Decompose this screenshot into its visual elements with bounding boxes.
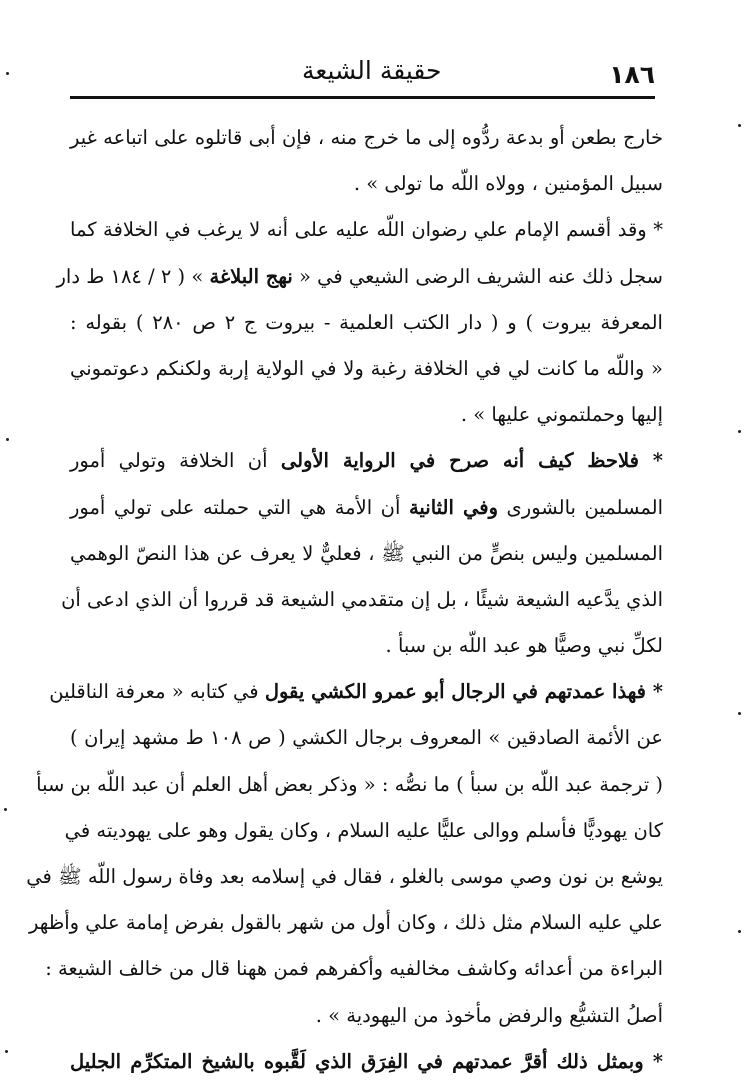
text-line xyxy=(70,993,663,1039)
margin-dot xyxy=(738,430,741,433)
text-line xyxy=(70,392,663,438)
text-line xyxy=(70,346,663,392)
margin-dot xyxy=(6,438,9,441)
text-line xyxy=(64,808,663,854)
text-segment: سجل ذلك عنه الشريف الرضى الشيعي في « xyxy=(292,264,663,288)
text-line xyxy=(36,762,663,808)
text-segment: لكلِّ نبي وصيًّا هو عبد اللّه بن سبأ . xyxy=(385,634,663,658)
text-segment: في كتابه « معرفة الناقلين xyxy=(49,680,265,704)
text-segment: المسلمين وليس بنصٍّ من النبي ﷺ ، فعليٌّ لا يعرف عن هذا النصّ الوهمي xyxy=(70,541,663,565)
text-line xyxy=(70,623,663,669)
text-segment: يوشع بن نون وصي موسى بالغلو ، فقال في إسلامه بعد وفاة رسول اللّه ﷺ في xyxy=(26,865,663,888)
text-line xyxy=(70,531,663,577)
margin-dot xyxy=(738,930,741,933)
text-segment: أصلُ التشيُّع والرفض مأخوذ من اليهودية » . xyxy=(315,1003,663,1027)
text-segment: خارج بطعن أو بدعة ردُّوه إلى ما خرج منه ، فإن أبى قاتلوه على اتباعه غير xyxy=(70,126,663,149)
text-segment: كان يهوديًّا فأسلم ووالى عليًّا عليه السلام ، وكان يقول وهو على يهوديته في xyxy=(64,818,663,842)
bold-text: * فلاحظ كيف أنه صرح في الرواية الأولى xyxy=(280,449,664,473)
margin-dot xyxy=(738,124,741,127)
text-segment: المسلمين بالشورى xyxy=(498,495,663,519)
margin-dot xyxy=(6,72,9,75)
text-line xyxy=(70,485,663,531)
bold-text: * وبمثل ذلك أقرَّ عمدتهم في الفِرَق الذي لَقَّبوه بالشيخ المتكرِّم الجليل xyxy=(70,1049,663,1073)
text-segment: المعرفة بيروت ) و ( دار الكتب العلمية - بيروت ج ٢ ص ٢٨٠ ) بقوله : xyxy=(70,310,663,334)
bold-text: نهج البلاغة xyxy=(209,264,293,288)
text-segment: أن الأمة هي التي حملته على تولي أمور xyxy=(70,495,409,519)
text-segment: « واللّه ما كانت لي في الخلافة رغبة ولا في الولاية إربة ولكنكم دعوتموني xyxy=(70,356,663,380)
text-line xyxy=(61,577,663,623)
text-line xyxy=(70,1039,663,1085)
text-line xyxy=(56,254,663,300)
bold-text: وفي الثانية xyxy=(408,495,498,519)
page-number: ١٨٦ xyxy=(609,60,655,89)
margin-dot xyxy=(738,712,741,715)
text-line xyxy=(70,207,663,253)
text-segment: سبيل المؤمنين ، وولاه اللّه ما تولى » . xyxy=(353,172,663,196)
text-segment: ( ترجمة عبد اللّه بن سبأ ) ما نصُّه : « وذكر بعض أهل العلم أن عبد اللّه بن سبأ xyxy=(36,772,663,796)
text-line xyxy=(45,946,663,992)
text-line xyxy=(70,438,663,484)
text-segment: » ( ٢ / ١٨٤ ط دار xyxy=(56,264,210,288)
text-segment: أن الخلافة وتولي أمور xyxy=(70,449,281,473)
text-segment: البراءة من أعدائه وكاشف مخالفيه وأكفرهم فمن ههنا قال من خالف الشيعة : xyxy=(45,957,663,981)
text-line xyxy=(70,115,663,161)
running-title: حقيقة الشيعة xyxy=(302,56,442,85)
text-segment: علي عليه السلام مثل ذلك ، وكان أول من شهر بالقول بفرض إمامة علي وأظهر xyxy=(29,911,663,935)
margin-dot xyxy=(4,808,7,811)
page-header xyxy=(70,52,655,98)
text-line xyxy=(70,715,663,761)
bold-text: * فهذا عمدتهم في الرجال أبو عمرو الكشي يقول xyxy=(264,680,663,704)
header-rule xyxy=(70,96,655,99)
text-segment: عن الأئمة الصادقين » المعروف برجال الكشي ( ص ١٠٨ ط مشهد إيران ) xyxy=(70,726,663,750)
text-segment: الذي يدَّعيه الشيعة شيئًا ، بل إن متقدمي الشيعة قد قرروا أن الذي ادعى أن xyxy=(61,587,663,611)
text-line xyxy=(49,669,663,715)
text-segment: إليها وحملتموني عليها » . xyxy=(460,403,663,427)
margin-dot xyxy=(5,1050,8,1053)
text-line xyxy=(26,854,663,900)
body-text xyxy=(26,115,664,1085)
text-line xyxy=(70,161,663,207)
text-segment: * وقد أقسم الإمام علي رضوان اللّه عليه على أنه لا يرغب في الخلافة كما xyxy=(70,218,663,242)
text-line xyxy=(70,300,663,346)
text-line xyxy=(29,900,663,946)
